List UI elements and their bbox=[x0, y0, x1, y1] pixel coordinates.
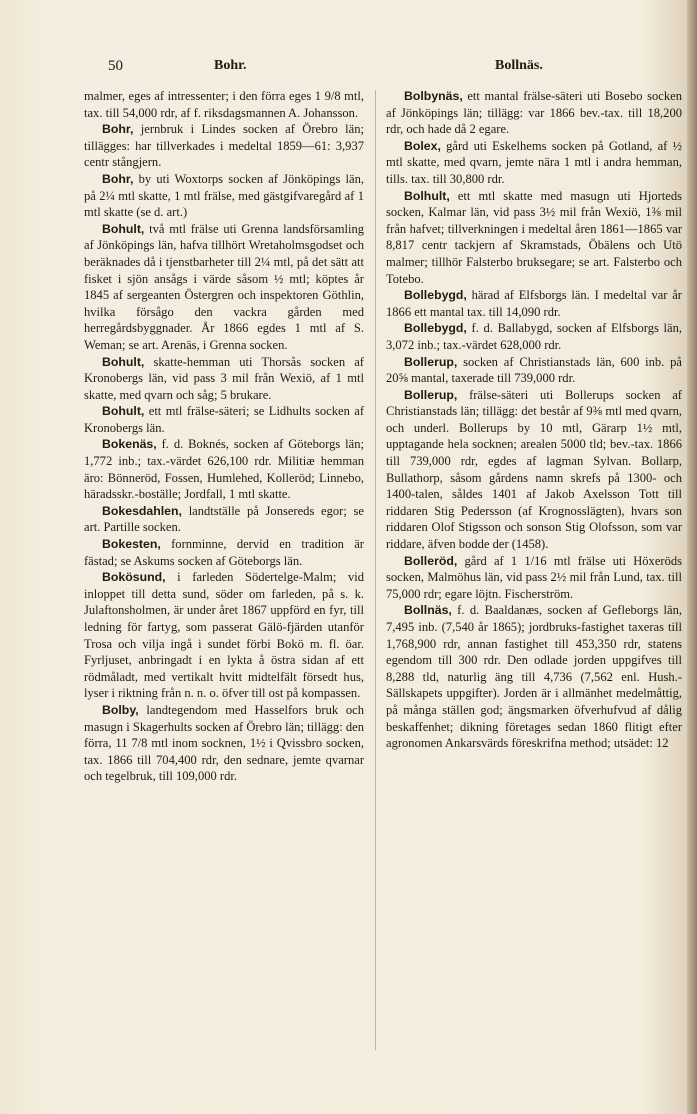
entry-headword: Bolby, bbox=[102, 702, 139, 717]
entry-headword: Bolleröd, bbox=[404, 553, 458, 568]
dictionary-entry bbox=[386, 387, 682, 553]
dictionary-entry bbox=[386, 287, 682, 320]
entry-text: landtegendom med Hasselfors bruk och masugn i Skagerhults socken af Örebro län; tillägg: den förra, 11 7/8 mtl inom socknen, 1½ i Qvissbro socken, tax. 1866 till 704,400 rdr, den sednare, jemte qvarnar och tegelbruk, till 109,000 rdr. bbox=[84, 702, 364, 784]
entry-text: frälse-säteri uti Bollerups socken af Christianstads län; tillägg: det består af 9⅜ mtl med qvarn, och underl. Bollerups by 10 mtl, Gärarp 1½ mtl, upptagande hela socknen; arealen 5000 tld; bev.-tax. 1866 till 739,000 rdr, egdes af lagman Sylvan. Bollarp, Bullathorp, såsom gårdens namn skrefs på 1300- och 1400-talen, såldes 1401 af Jakob Axelsson Tott till riddaren Stig Pedersson (af Krognosslägten), hvars son riddaren Olof Stigsson och sonson Stig Olofsson, som var riddare, äfven bodde der (1458). bbox=[386, 387, 682, 552]
entry-text: f. d. Ballabygd, socken af Elfsborgs län, 3,072 inb.; tax.-värdet 628,000 rdr. bbox=[386, 321, 682, 352]
entry-headword: Bohult, bbox=[102, 221, 145, 236]
entry-text: jernbruk i Lindes socken af Örebro län; tillägges: har tillverkades i medeltal 1859—61: 3,937 centr stångjern. bbox=[84, 122, 364, 170]
dictionary-entry bbox=[84, 702, 364, 785]
column-divider bbox=[375, 90, 376, 1050]
entry-headword: Bollebygd, bbox=[404, 288, 467, 303]
entry-headword: Bolex, bbox=[404, 138, 441, 153]
entry-headword: Bokesten, bbox=[102, 537, 161, 552]
entry-headword: Bohr, bbox=[102, 122, 134, 137]
page-number: 50 bbox=[108, 58, 123, 74]
entry-text: socken af Christianstads län, 600 inb. på 20⅝ mantal, taxerade till 739,000 rdr. bbox=[386, 354, 682, 386]
entry-text: malmer, eges af intressenter; i den förra eges 1 9/8 mtl, tax. till 54,000 rdr, af f. riksdagsmannen A. Johansson. bbox=[84, 89, 364, 120]
entry-text: ett mtl skatte med masugn uti Hjorteds socken, Kalmar län, vid pass 3½ mil från Wexiö, 1⅜ mil från hafvet; tillverkningen i medeltal åren 1861—1865 var 8,817 centr tackjern af Skramstads, Öbälens och Utö malmer; tillhör Falsterbo bruksegare; se art. Falsterbo och Totebo. bbox=[386, 188, 682, 286]
dictionary-entry bbox=[386, 602, 682, 751]
dictionary-entry bbox=[84, 436, 364, 502]
dictionary-entry bbox=[84, 503, 364, 536]
dictionary-entry bbox=[386, 138, 682, 188]
running-header bbox=[0, 58, 697, 82]
dictionary-entry bbox=[386, 188, 682, 288]
dictionary-entry bbox=[84, 121, 364, 171]
dictionary-entry bbox=[84, 88, 364, 121]
entry-headword: Bolbynäs, bbox=[404, 89, 463, 103]
entry-headword: Bollebygd, bbox=[404, 321, 467, 336]
entry-text: ett mtl frälse-säteri; se Lidhults socken af Kronobergs län. bbox=[84, 404, 364, 435]
entry-headword: Bollerup, bbox=[404, 387, 458, 402]
entry-text: två mtl frälse uti Grenna landsförsamling af Jönköpings län, hafva tillhört Wretaholmsgodset och beräknades då i tjenstbarheter till 2¼ mtl, på det sätt att fisket i sjön ansågs i värde såsom ½ mtl; köptes år 1845 af sergeanten Östergren och inspektoren Göthlin, hvilka försågo den vackra gården med herregårdsbyggnader. År 1866 egdes 1 mtl af S. Weman; se art. Arenäs, i Grenna socken. bbox=[84, 221, 364, 352]
entry-headword: Bolhult, bbox=[404, 188, 450, 203]
dictionary-entry bbox=[386, 88, 682, 138]
dictionary-entry bbox=[84, 171, 364, 221]
dictionary-entry bbox=[84, 536, 364, 569]
dictionary-entry bbox=[84, 221, 364, 354]
entry-text: landtställe på Jonsereds egor; se art. Partille socken. bbox=[84, 503, 364, 535]
entry-headword: Bokenäs, bbox=[102, 437, 157, 452]
entry-headword: Bohr, bbox=[102, 171, 134, 186]
entry-text: gård uti Eskelhems socken på Gotland, af ½ mtl skatte, med qvarn, jemte nära 1 mtl i andra hemman, tills. tax. till 30,800 rdr. bbox=[386, 138, 682, 186]
left-running-head: Bohr. bbox=[214, 58, 247, 73]
entry-text: ett mantal frälse-säteri uti Bosebo socken af Jönköpings län; tillägg: var 1866 bev.-tax. till 18,200 rdr, och hade då 2 egare. bbox=[386, 89, 682, 137]
dictionary-entry bbox=[386, 320, 682, 353]
entry-headword: Bollerup, bbox=[404, 354, 458, 369]
entry-headword: Bohult, bbox=[102, 354, 145, 369]
dictionary-entry bbox=[84, 403, 364, 436]
entry-headword: Bollnäs, bbox=[404, 603, 452, 618]
entry-headword: Bokesdahlen, bbox=[102, 503, 182, 518]
entry-text: i farleden Södertelge-Malm; vid inloppet till detta sund, söder om farleden, på s. k. Julaftonsholmen, är under året 1867 uppförd en fyr, till ledning för fartyg, som passerat Gälö-fjärden utanför Trosa och vilja ingå i sundet förbi Bokö m. fl. öar. Fyrljuset, anbringadt i en lykta å östra sidan af ett rödmåladt, med vertikalt hvitt midtelfält försedt hus, lyser i riktning från n. n. o. öfver till ost på kompassen. bbox=[84, 570, 364, 701]
page-edge-shadow bbox=[687, 0, 697, 1114]
entry-text: by uti Woxtorps socken af Jönköpings län, på 2¼ mtl skatte, 1 mtl frälse, med gästgifvaregård af 1 mtl skatte (se d. art.) bbox=[84, 171, 364, 220]
entry-text: skatte-hemman uti Thorsås socken af Kronobergs län, vid pass 3 mil från Wexiö, af 1 mtl skatte, med qvarn och såg; 5 brukare. bbox=[84, 354, 364, 402]
left-column bbox=[84, 88, 364, 785]
entry-text: fornminne, dervid en tradition är fästad; se Askums socken af Göteborgs län. bbox=[84, 537, 364, 568]
entry-text: gård af 1 1/16 mtl frälse uti Höxeröds socken, Malmöhus län, vid pass 2½ mil från Lund, tax. till 75,000 rdr; egare löjtn. Fischerström. bbox=[386, 553, 682, 601]
entry-text: härad af Elfsborgs län. I medeltal var år 1866 ett mantal tax. till 14,090 rdr. bbox=[386, 288, 682, 319]
entry-headword: Bohult, bbox=[102, 404, 145, 419]
right-column bbox=[386, 88, 682, 752]
entry-text: f. d. Baaldanæs, socken af Gefleborgs län, 7,495 inb. (7,540 år 1865); jordbruks-fastighet taxeras till 1,768,900 rdr, annan fastighet till 453,350 rdr, statens egendom till 300 rdr. Den odlade jorden uppgifves till 8,288 tld, naturlig äng till 4,736 (7,562 enl. Hush.-Sällskapets uppgifter). Jorden är i allmänhet medelmåttig, på många ställen god; ängsmarken öfverhufvud af dålig beskaffenhet; dikning företages sedan 1860 flitigt efter agronomen Ankarsvärds föreskrifna method; utsädet: 12 bbox=[386, 603, 682, 751]
entry-text: f. d. Boknés, socken af Göteborgs län; 1,772 inb.; tax.-värdet 626,100 rdr. Militiæ hemman äro: Bönneröd, Fossen, Humlehed, Kolleröd; Linnebo, häradsskr.-boställe; Jordfall, 1 mtl skatte. bbox=[84, 437, 364, 502]
dictionary-entry bbox=[386, 354, 682, 387]
dictionary-entry bbox=[84, 354, 364, 404]
dictionary-entry bbox=[84, 569, 364, 702]
entry-headword: Bokösund, bbox=[102, 570, 166, 585]
dictionary-entry bbox=[386, 553, 682, 603]
right-running-head: Bollnäs. bbox=[495, 58, 543, 73]
